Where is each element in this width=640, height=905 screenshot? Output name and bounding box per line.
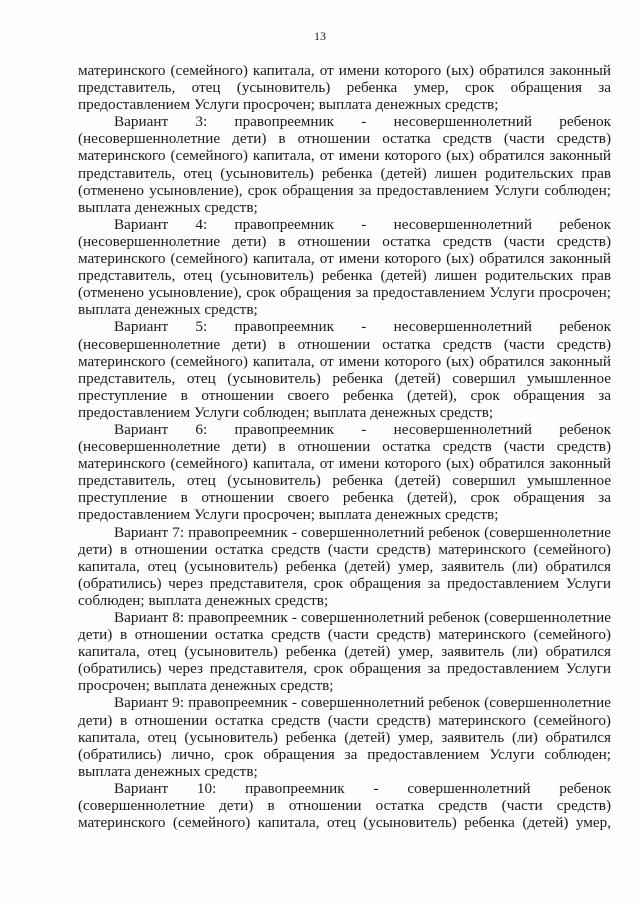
text-line: (обратились) через представителя, срок обращения за предоставлением Услуги	[78, 660, 611, 678]
paragraph-variant-4	[78, 216, 611, 319]
text-line: капитала, отец (усыновитель) ребенка (детей) умер, заявитель (ли) обратился	[78, 643, 611, 661]
text-line: представитель, отец (усыновитель) ребенка (детей) лишен родительских прав	[78, 267, 611, 285]
text-line: (обратились) через представителя, срок обращения за предоставлением Услуги	[78, 574, 611, 592]
text-line: дети) в отношении остатка средств (части средств) материнского (семейного)	[78, 540, 611, 558]
text-line: преступление в отношении своего ребенка (детей), срок обращения за	[78, 489, 611, 507]
text-line: Вариант 7: правопреемник - совершеннолетний ребенок (совершеннолетние	[114, 523, 611, 541]
text-line: выплата денежных средств;	[78, 198, 258, 216]
paragraph-variant-3	[78, 113, 611, 216]
text-line: Вариант 10: правопреемник - совершеннолетний ребенок	[114, 779, 611, 797]
paragraph-variant-7	[78, 524, 611, 609]
text-line: (обратились) лично, срок обращения за предоставлением Услуги соблюден;	[78, 745, 611, 763]
text-line: просрочен; выплата денежных средств;	[78, 677, 334, 695]
text-line: Вариант 8: правопреемник - совершеннолетний ребенок (совершеннолетние	[114, 609, 611, 626]
text-line: Вариант 6: правопреемник - несовершеннолетний ребенок	[114, 420, 611, 438]
text-line: (несовершеннолетние дети) в отношении остатка средств (части средств)	[78, 438, 611, 456]
text-line: материнского (семейного) капитала, от имени которого (ых) обратился законный	[78, 455, 611, 473]
text-line: представитель, отец (усыновитель) ребенка (детей) лишен родительских прав	[78, 164, 611, 182]
page-number: 13	[314, 29, 326, 43]
text-line: материнского (семейного) капитала, от имени которого (ых) обратился законный	[78, 352, 611, 370]
paragraph-variant-8	[78, 609, 611, 694]
text-line: выплата денежных средств;	[78, 301, 258, 319]
paragraph-variant-6	[78, 421, 611, 524]
paragraph-variant-9	[78, 694, 611, 779]
text-line: выплата денежных средств;	[78, 762, 258, 780]
text-line: представитель, отец (усыновитель) ребенка (детей) совершил умышленное	[78, 472, 611, 490]
text-line: (совершеннолетние дети) в отношении остатка средств (части средств)	[78, 797, 611, 815]
text-line: Вариант 9: правопреемник - совершеннолетний ребенок (совершеннолетние	[114, 694, 611, 712]
text-line: Вариант 4: правопреемник - несовершеннолетний ребенок	[114, 215, 611, 233]
text-line: дети) в отношении остатка средств (части средств) материнского (семейного)	[78, 711, 611, 729]
text-line: капитала, отец (усыновитель) ребенка (детей) умер, заявитель (ли) обратился	[78, 557, 611, 575]
text-line: дети) в отношении остатка средств (части средств) материнского (семейного)	[78, 626, 611, 644]
text-line: капитала, отец (усыновитель) ребенка (детей) умер, заявитель (ли) обратился	[78, 728, 611, 746]
text-line: (отменено усыновление), срок обращения за предоставлением Услуги соблюден;	[78, 181, 611, 199]
text-line: Вариант 5: правопреемник - несовершеннолетний ребенок	[114, 318, 611, 336]
text-line: представитель, отец (усыновитель) ребенка (детей) совершил умышленное	[78, 369, 611, 387]
text-line: материнского (семейного) капитала, от имени которого (ых) обратился законный	[78, 250, 611, 268]
text-line: соблюден; выплата денежных средств;	[78, 591, 329, 609]
text-line: преступление в отношении своего ребенка (детей), срок обращения за	[78, 386, 611, 404]
text-line: предоставлением Услуги просрочен; выплата денежных средств;	[78, 96, 499, 114]
text-line: (несовершеннолетние дети) в отношении остатка средств (части средств)	[78, 232, 611, 250]
text-line: (отменено усыновление), срок обращения за предоставлением Услуги просрочен;	[78, 284, 611, 302]
text-line: представитель, отец (усыновитель) ребенка умер, срок обращения за	[78, 79, 611, 97]
text-line: предоставлением Услуги соблюден; выплата денежных средств;	[78, 403, 494, 421]
text-line: (несовершеннолетние дети) в отношении остатка средств (части средств)	[78, 335, 611, 353]
text-line: материнского (семейного) капитала, от имени которого (ых) обратился законный	[78, 147, 611, 165]
text-line: материнского (семейного) капитала, отец (усыновитель) ребенка (детей) умер,	[78, 814, 611, 832]
text-line: (несовершеннолетние дети) в отношении остатка средств (части средств)	[78, 130, 611, 148]
paragraph-variant-10	[78, 780, 611, 831]
document-body	[78, 62, 611, 831]
paragraph-continuation	[78, 62, 611, 113]
paragraph-variant-5	[78, 318, 611, 421]
text-line: материнского (семейного) капитала, от имени которого (ых) обратился законный	[78, 62, 611, 79]
text-line: Вариант 3: правопреемник - несовершеннолетний ребенок	[114, 113, 611, 131]
text-line: предоставлением Услуги просрочен; выплата денежных средств;	[78, 506, 499, 524]
